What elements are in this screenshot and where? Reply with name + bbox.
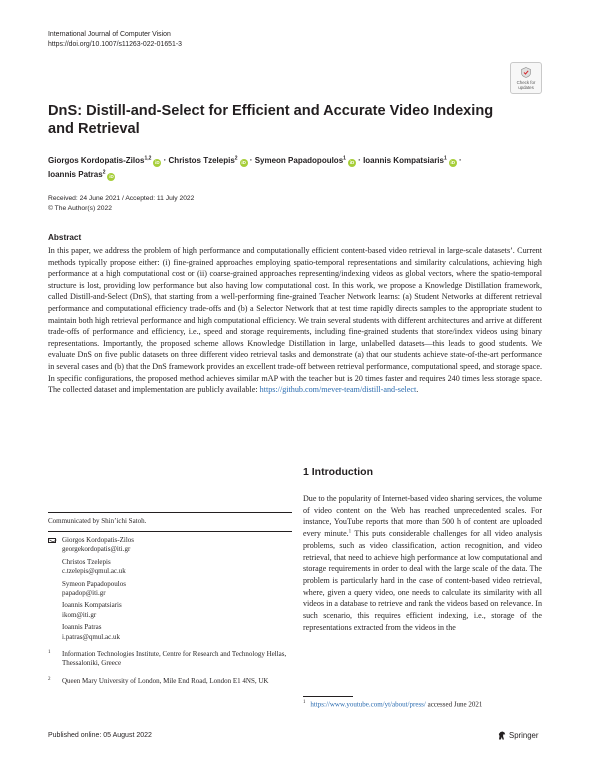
badge-line-1: Check for	[516, 80, 536, 85]
divider	[303, 696, 353, 697]
article-dates	[48, 194, 194, 213]
code-link[interactable]: https://github.com/mever-team/distill-and-select	[259, 385, 417, 395]
footnote-text: accessed June 2021	[425, 700, 483, 709]
author-name: Symeon Papadopoulos	[254, 155, 344, 165]
orcid-icon[interactable]: iD	[450, 159, 456, 165]
footnote-mark[interactable]: 1	[348, 529, 352, 535]
author-affiliation-mark: 1	[343, 155, 346, 161]
affiliation-text: Information Technologies Institute, Centre for Research and Technology Hellas, Thessaloniki, Greece	[62, 650, 287, 668]
communicated-by: Communicated by Shin’ichi Satoh.	[48, 517, 147, 525]
contact-email[interactable]: papadop@iti.gr	[62, 589, 106, 598]
abstract-heading: Abstract	[48, 233, 82, 242]
contact-name: Ioannis Patras	[62, 623, 102, 632]
journal-header	[48, 30, 182, 49]
abstract-body	[48, 245, 542, 396]
footnote-number: 1	[303, 700, 306, 705]
author-affiliation-mark: 2	[102, 169, 106, 176]
affiliation	[48, 677, 298, 686]
divider	[48, 512, 292, 513]
affiliation-number: 2	[48, 676, 51, 682]
contact-entry	[48, 580, 298, 599]
orcid-icon[interactable]: iD	[155, 159, 160, 165]
publisher-logo[interactable]	[498, 731, 538, 740]
published-date: Published online: 05 August 2022	[48, 732, 152, 739]
contact-name: Christos Tzelepis	[62, 557, 111, 566]
intro-text-continued: This puts considerable challenges for all video analysis problems, such as video classification, action recognition, and video retrieval, that need to achieve high performance at low computational and storage requirements in order to deal with the large scale of the data. The problem is particularly hard in the case of content-based video retrieval, where, given a query video, one needs to calculate its similarity with all videos in a database to retrieve and rank the videos based on relevance. In such scenario, this requires efficient indexing, i.e., storage of the representations extracted from the videos in the	[303, 529, 542, 632]
author[interactable]	[363, 156, 457, 165]
orcid-icon[interactable]: iD	[349, 159, 355, 165]
publisher-name: Springer	[509, 731, 539, 740]
affiliation	[48, 650, 298, 669]
orcid-icon[interactable]: iD	[109, 174, 114, 180]
footnote	[303, 700, 482, 708]
copyright: © The Author(s) 2022	[48, 204, 112, 212]
author[interactable]	[255, 156, 356, 165]
intro-text: Due to the popularity of Internet-based video sharing services, the volume of video content on the Web has reached unprecedented scales. For instance, YouTube reports that more than 500 h of content are uploaded every minute.	[303, 494, 542, 539]
author[interactable]	[48, 170, 115, 179]
check-for-updates-badge[interactable]	[510, 62, 542, 94]
intro-body	[303, 493, 542, 633]
envelope-icon	[48, 538, 56, 543]
author-affiliation-mark: 1,2	[144, 155, 152, 161]
orcid-icon[interactable]: iD	[241, 159, 246, 165]
author-name: Ioannis Kompatsiaris	[363, 155, 444, 165]
journal-name: International Journal of Computer Vision	[48, 31, 171, 38]
contact-email[interactable]: georgekordopatis@iti.gr	[62, 545, 131, 554]
author[interactable]	[169, 156, 248, 165]
footnote-link[interactable]: https://www.youtube.com/yt/about/press/	[310, 700, 426, 709]
received-accepted: Received: 24 June 2021 / Accepted: 11 July 2022	[48, 195, 195, 202]
abstract-end: .	[416, 385, 419, 395]
author-affiliation-mark: 1	[443, 155, 447, 161]
author-name: Christos Tzelepis	[168, 155, 235, 165]
affiliation-text: Queen Mary University of London, Mile End Road, London E1 4NS, UK	[62, 676, 269, 685]
contact-name: Symeon Papadopoulos	[62, 579, 126, 588]
contact-email[interactable]: c.tzelepis@qmul.ac.uk	[62, 567, 126, 576]
paper-title: DnS: Distill-and-Select for Efficient and Accurate Video Indexing and Retrieval	[48, 103, 494, 137]
author-name: Ioannis Patras	[48, 170, 103, 180]
crossmark-icon	[521, 67, 531, 78]
contact-email[interactable]: i.patras@qmul.ac.uk	[62, 632, 120, 641]
section-heading: 1 Introduction	[303, 466, 373, 478]
badge-line-2: updates	[518, 85, 534, 90]
author-affiliation-mark: 2	[234, 155, 238, 161]
badge-text	[511, 80, 541, 90]
affiliation-number: 1	[48, 650, 51, 656]
contact-email[interactable]: ikom@iti.gr	[62, 610, 97, 619]
contact-entry	[48, 601, 298, 620]
author-contacts	[48, 536, 298, 686]
contact-entry	[48, 623, 298, 642]
springer-horse-icon	[498, 731, 506, 740]
author[interactable]	[48, 156, 161, 165]
contact-entry	[48, 558, 298, 577]
doi-link[interactable]: https://doi.org/10.1007/s11263-022-01651-3	[48, 40, 182, 48]
author-name: Giorgos Kordopatis-Zilos	[48, 155, 145, 165]
contact-entry	[48, 536, 298, 555]
divider	[48, 531, 292, 532]
contact-name: Ioannis Kompatsiaris	[62, 601, 122, 610]
author-list: Giorgos Kordopatis-Zilos$^{1,2}$iD · Christos Tzelepis$^2$iD · Symeon Papadopoulos$^1$iD · Ioannis Kompatsiaris$^1$iD · Ioannis Patras$^2$iD	[48, 155, 462, 180]
contact-name: Giorgos Kordopatis-Zilos	[62, 536, 135, 544]
abstract-text: In this paper, we address the problem of high performance and computationally efficient content-based video retrieval in large-scale datasets’. Current methods typically propose either: (i) fine-grained approaches employing spatio-temporal representations and similarity calculations, achieving high performance at a high computational cost or (ii) coarse-grained approaches representing/indexing videos as global vectors, where the spatio-temporal structure is lost, providing low performance but also having low computational cost. In this work, we propose a Knowledge Distillation framework, called Distill-and-Select (DnS), that starting from a well-performing fine-grained Teacher Network learns: (a) Student Networks at different retrieval performance and computational efficiency trade-offs and (b) a Selector Network that at test time rapidly directs samples to the appropriate student to maintain both high retrieval performance and high computational efficiency. We train several students with different architectures and arrive at different trade-offs of performance and efficiency, i.e., speed and storage requirements, including fine-grained students that store/index videos using binary representations. Importantly, the proposed scheme allows Knowledge Distillation in large, unlabelled datasets—this leads to good students. We evaluate DnS on five public datasets on three different video retrieval tasks and demonstrate (a) that our students achieve state-of-the-art performance in several cases and (b) that the DnS framework provides an excellent trade-off between retrieval performance, computational speed, and storage space. In specific configurations, the proposed method achieves similar mAP with the teacher but is 20 times faster and requires 240 times less storage space. The collected dataset and implementation are publicly available:	[48, 246, 542, 395]
